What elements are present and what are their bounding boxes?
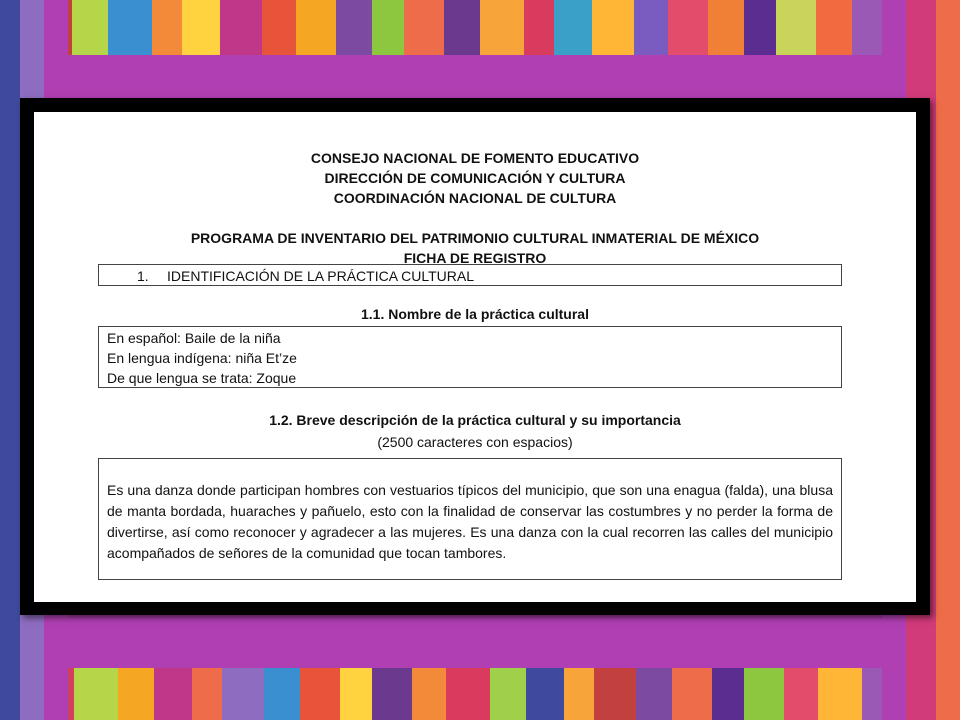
color-stripe	[636, 668, 672, 720]
color-stripe	[372, 668, 412, 720]
top-purple-band	[68, 55, 882, 100]
document-page	[34, 112, 916, 602]
color-stripe	[818, 668, 862, 720]
section-1-1-title: 1.1. Nombre de la práctica cultural	[361, 306, 589, 322]
color-stripe	[668, 0, 708, 55]
color-stripe	[446, 668, 490, 720]
color-stripe	[182, 0, 220, 55]
program-title: PROGRAMA DE INVENTARIO DEL PATRIMONIO CULTURAL INMATERIAL DE MÉXICO	[190, 230, 760, 246]
description-text: Es una danza donde participan hombres con vestuarios típicos del municipio, que son una enagua (falda), una blusa de manta bordada, huaraches y pañuelo, esto con la finalidad de conservar las costumbres y no perder la forma de divertirse, así como reconocer y agradecer a las mujeres. Es una danza con la cual recorren las calles del municipio acompañados de señores de la comunidad que tocan tambores.	[107, 482, 833, 561]
color-stripe	[672, 668, 712, 720]
color-stripe	[634, 0, 668, 55]
color-stripe	[480, 0, 524, 55]
language-name: De que lengua se trata: Zoque	[107, 370, 297, 386]
color-stripe	[936, 0, 960, 720]
color-stripe	[192, 668, 222, 720]
color-stripe	[712, 668, 744, 720]
color-stripe	[152, 0, 182, 55]
header-line-2: DIRECCIÓN DE COMUNICACIÓN Y CULTURA	[324, 170, 626, 186]
form-title: FICHA DE REGISTRO	[403, 250, 547, 266]
color-stripe	[220, 0, 262, 55]
document-frame	[20, 98, 930, 615]
name-spanish: En español: Baile de la niña	[107, 330, 281, 346]
color-stripe	[708, 0, 744, 55]
top-color-stripes	[0, 0, 960, 55]
color-stripe	[0, 0, 20, 720]
color-stripe	[526, 668, 564, 720]
color-stripe	[744, 0, 776, 55]
bottom-purple-band	[68, 618, 882, 668]
section-1-1-box	[98, 326, 842, 388]
color-stripe	[404, 0, 444, 55]
section-1-number: 1.	[137, 268, 149, 284]
color-stripe	[262, 0, 296, 55]
color-stripe	[74, 668, 118, 720]
color-stripe	[222, 668, 264, 720]
color-stripe	[264, 668, 300, 720]
header-line-3: COORDINACIÓN NACIONAL DE CULTURA	[333, 190, 617, 206]
color-stripe	[412, 668, 446, 720]
section-1-2-subtitle: (2500 caracteres con espacios)	[377, 434, 573, 450]
color-stripe	[336, 0, 372, 55]
color-stripe	[784, 668, 818, 720]
section-1-2-title: 1.2. Breve descripción de la práctica cultural y su importancia	[269, 412, 681, 428]
color-stripe	[524, 0, 554, 55]
color-stripe	[340, 668, 372, 720]
color-stripe	[554, 0, 592, 55]
color-stripe	[816, 0, 852, 55]
color-stripe	[154, 668, 192, 720]
color-stripe	[592, 0, 634, 55]
color-stripe	[300, 668, 340, 720]
color-stripe	[490, 668, 526, 720]
bottom-color-stripes	[0, 668, 960, 720]
color-stripe	[744, 668, 784, 720]
name-indigenous: En lengua indígena: niña Et’ze	[107, 350, 297, 366]
color-stripe	[776, 0, 816, 55]
color-stripe	[594, 668, 636, 720]
color-stripe	[296, 0, 336, 55]
color-stripe	[372, 0, 404, 55]
color-stripe	[118, 668, 154, 720]
color-stripe	[444, 0, 480, 55]
color-stripe	[564, 668, 594, 720]
header-line-1: CONSEJO NACIONAL DE FOMENTO EDUCATIVO	[310, 150, 640, 166]
description-box	[98, 458, 842, 580]
color-stripe	[108, 0, 152, 55]
section-1-box	[98, 264, 842, 286]
section-1-title: IDENTIFICACIÓN DE LA PRÁCTICA CULTURAL	[167, 268, 475, 284]
color-stripe	[72, 0, 108, 55]
